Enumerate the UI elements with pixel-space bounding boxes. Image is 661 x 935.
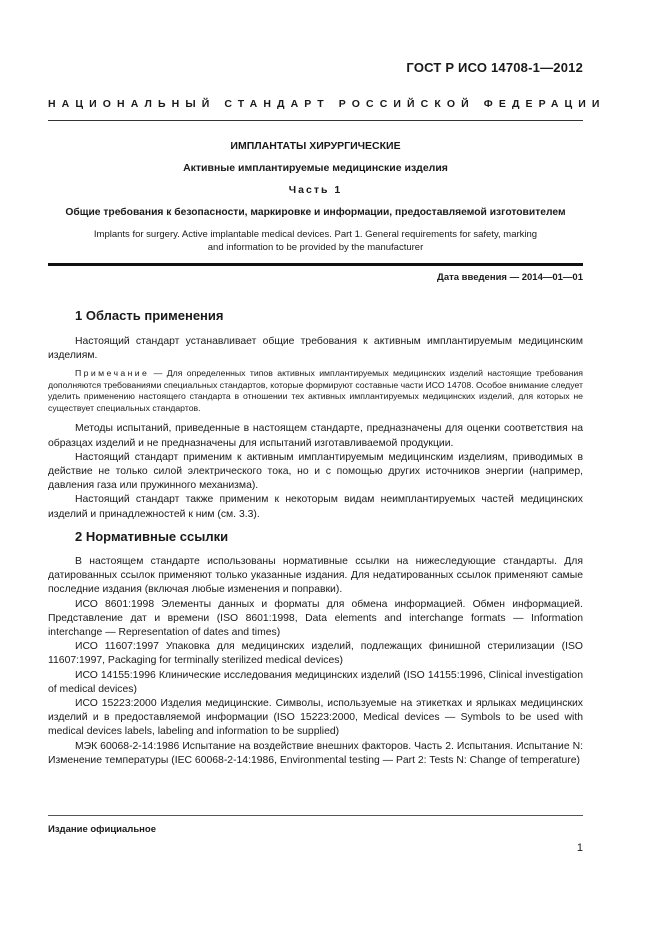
reference-item: ИСО 15223:2000 Изделия медицинские. Символы, используемые на этикетках и ярлыках медицинских изделий и в предоставляемой информации (ISO 15223:2000, Medical devices — Symbols to be used with medical devices labels, labeling and information to be supplied) bbox=[48, 698, 583, 738]
part-label: Часть 1 bbox=[288, 184, 343, 196]
title-divider bbox=[48, 263, 583, 266]
note-label: Примечание bbox=[75, 368, 150, 379]
footer-divider bbox=[48, 815, 583, 816]
section-2-body bbox=[48, 555, 583, 768]
note bbox=[48, 368, 583, 414]
english-title: Implants for surgery. Active implantable medical devices. Part 1. General requirements for safety, marking and information to be provided by the manufacturer bbox=[93, 229, 538, 253]
section-2-heading: 2 Нормативные ссылки bbox=[75, 529, 229, 544]
part-title: Общие требования к безопасности, маркировке и информации, предоставляемой изготовителем bbox=[65, 207, 566, 218]
reference-item: ИСО 14155:1996 Клинические исследования медицинских изделий (ISO 14155:1996, Clinical investigation of medical devices) bbox=[48, 669, 583, 695]
section-1-heading: 1 Область применения bbox=[75, 308, 224, 323]
page-number: 1 bbox=[576, 842, 583, 854]
gost-identifier: ГОСТ Р ИСО 14708-1—2012 bbox=[406, 60, 583, 75]
document-subtitle: Активные имплантируемые медицинские изделия bbox=[183, 162, 448, 174]
note-text: — Для определенных типов активных имплантируемых медицинских изделий настоящие требования дополняются требованиями специальных стандартов, которые формируют составные части ИСО 14708. Особое внимание следует уделить применению настоящего стандарта в отношении тех активных имплантируемых медицинских изделий, для которых не существует специальных стандартов. bbox=[48, 368, 583, 413]
edition-label: Издание официальное bbox=[48, 824, 156, 835]
national-standard-banner: НАЦИОНАЛЬНЫЙ СТАНДАРТ РОССИЙСКОЙ ФЕДЕРАЦИИ bbox=[48, 98, 606, 110]
paragraph: Настоящий стандарт устанавливает общие требования к активным имплантируемым медицинским изделиям. bbox=[48, 336, 583, 362]
reference-item: ИСО 11607:1997 Упаковка для медицинских изделий, подлежащих финишной стерилизации (ISO 11607:1997, Packaging for terminally sterilized medical devices) bbox=[48, 641, 583, 667]
section-1-body bbox=[48, 335, 583, 522]
introduction-date: Дата введения — 2014—01—01 bbox=[437, 272, 583, 283]
paragraph: В настоящем стандарте использованы нормативные ссылки на нижеследующие стандарты. Для датированных ссылок применяют только указанные издания. Для недатированных ссылок применяют самые последние издания (включая любые изменения и поправки). bbox=[48, 556, 583, 596]
paragraph: Методы испытаний, приведенные в настоящем стандарте, предназначены для оценки соответствия на образцах изделий и не предназначены для испытаний изготавливаемой продукции. bbox=[48, 423, 583, 449]
document-title: ИМПЛАНТАТЫ ХИРУРГИЧЕСКИЕ bbox=[230, 140, 401, 152]
top-divider bbox=[48, 120, 583, 121]
paragraph: Настоящий стандарт применим к активным имплантируемым медицинским изделиям, приводимых в действие не только силой электрического тока, но и с помощью других источников энергии (например, давления газа или пружинного механизма). bbox=[48, 451, 583, 492]
reference-item: ИСО 8601:1998 Элементы данных и форматы для обмена информацией. Обмен информацией. Представление дат и времени (ISO 8601:1998, Data elements and interchange formats — Information interchange — Representation of dates and times) bbox=[48, 598, 583, 639]
paragraph: Настоящий стандарт также применим к некоторым видам неимплантируемых частей медицинских изделий и принадлежностей к ним (см. 3.3). bbox=[48, 494, 583, 520]
reference-item: МЭК 60068-2-14:1986 Испытание на воздействие внешних факторов. Часть 2. Испытания. Испытание N: Изменение температуры (IEC 60068-2-14:1986, Environmental testing — Part 2: Tests N: Change of temperature) bbox=[48, 740, 583, 766]
